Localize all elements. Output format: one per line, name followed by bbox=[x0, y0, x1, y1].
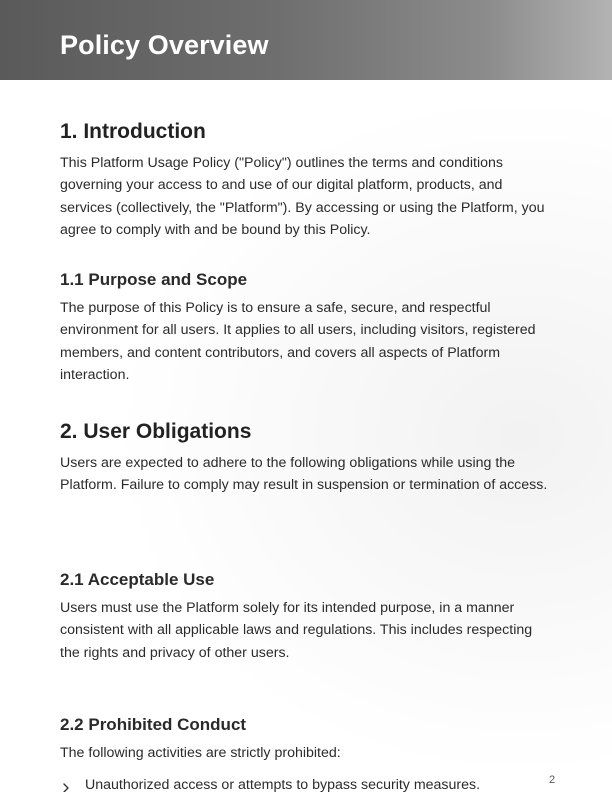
section-body-user-obligations: Users are expected to adhere to the following obligations while using the Platform. Failure to comply may result in suspension or termination of access. bbox=[60, 455, 548, 494]
chevron-right-icon bbox=[60, 779, 74, 792]
page-header bbox=[0, 0, 612, 80]
list-item bbox=[60, 774, 552, 792]
subsection-heading-prohibited-conduct: 2.2 Prohibited Conduct bbox=[60, 715, 247, 734]
subsection-body-purpose-scope: The purpose of this Policy is to ensure a safe, secure, and respectful environment for all users. It applies to all users, including visitors, registered members, and content contributors, and covers all aspects of Platform interaction. bbox=[60, 300, 536, 384]
subsection-heading-acceptable-use: 2.1 Acceptable Use bbox=[60, 570, 215, 589]
subsection-body-acceptable-use: Users must use the Platform solely for its intended purpose, in a manner consistent with all applicable laws and regulations. This includes respecting the rights and privacy of other users. bbox=[60, 600, 533, 661]
section-heading-introduction: 1. Introduction bbox=[60, 120, 206, 143]
list-item-text: Unauthorized access or attempts to bypass security measures. bbox=[85, 777, 481, 792]
section-body-introduction: This Platform Usage Policy ("Policy") outlines the terms and conditions governing your access to and use of our digital platform, products, and services (collectively, the "Platform"). By accessing or using the Platform, you agree to comply with and be bound by this Policy. bbox=[60, 155, 545, 239]
page-number: 2 bbox=[549, 774, 556, 786]
subsection-body-prohibited-conduct: The following activities are strictly prohibited: bbox=[60, 745, 341, 761]
page-title: Policy Overview bbox=[60, 30, 269, 60]
subsection-heading-purpose-scope: 1.1 Purpose and Scope bbox=[60, 270, 248, 289]
prohibited-conduct-list bbox=[60, 774, 552, 792]
section-heading-user-obligations: 2. User Obligations bbox=[60, 420, 252, 443]
